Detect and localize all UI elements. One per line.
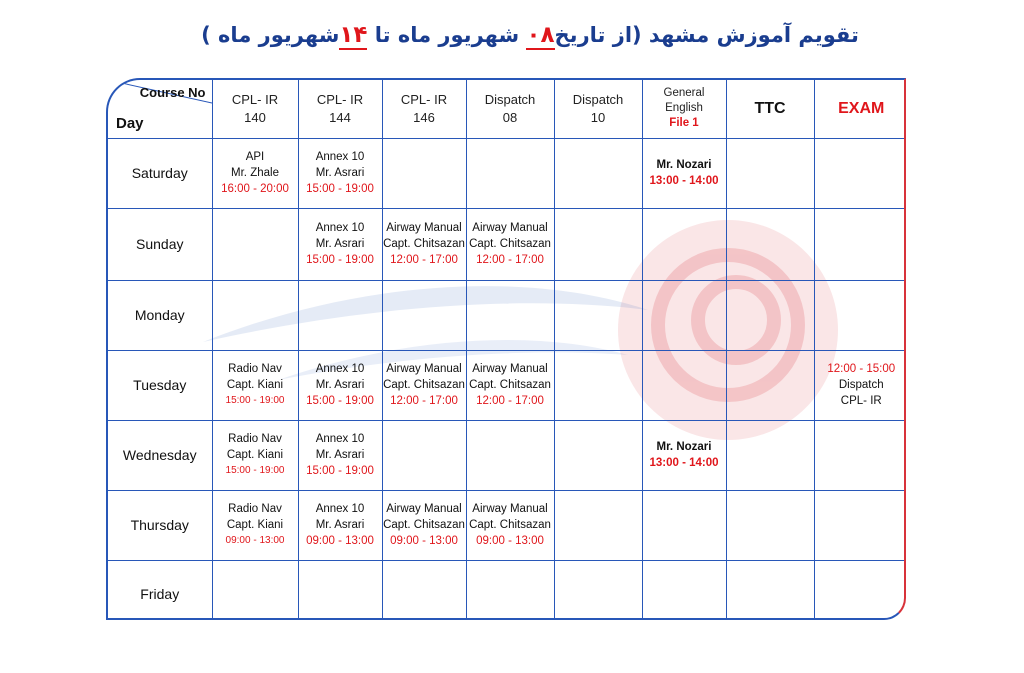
cell-thu-cpl140: Radio Nav Capt. Kiani 09:00 - 13:00 — [212, 490, 298, 560]
cell-empty — [554, 280, 642, 350]
col-header-cpl-140: CPL- IR 140 — [212, 80, 298, 138]
cell-empty — [642, 280, 726, 350]
cell-tue-exam: 12:00 - 15:00 Dispatch CPL- IR — [814, 350, 906, 420]
cell-empty — [642, 490, 726, 560]
day-label: Day — [116, 114, 144, 132]
cell-thu-cpl144: Annex 10 Mr. Asrari 09:00 - 13:00 — [298, 490, 382, 560]
day-friday: Friday — [108, 560, 212, 620]
row-monday — [108, 280, 906, 350]
cell-thu-cpl146: Airway Manual Capt. Chitsazan 09:00 - 13:00 — [382, 490, 466, 560]
schedule-table — [108, 80, 906, 620]
cell-empty — [212, 560, 298, 620]
cell-sun-cpl144: Annex 10 Mr. Asrari 15:00 - 19:00 — [298, 208, 382, 280]
col-header-dispatch-10: Dispatch 10 — [554, 80, 642, 138]
cell-tue-cpl146: Airway Manual Capt. Chitsazan 12:00 - 17:00 — [382, 350, 466, 420]
day-thursday: Thursday — [108, 490, 212, 560]
cell-tue-cpl144: Annex 10 Mr. Asrari 15:00 - 19:00 — [298, 350, 382, 420]
cell-empty — [212, 280, 298, 350]
col-header-cpl-144: CPL- IR 144 — [298, 80, 382, 138]
cell-wed-cpl144: Annex 10 Mr. Asrari 15:00 - 19:00 — [298, 420, 382, 490]
row-tuesday — [108, 350, 906, 420]
cell-empty — [554, 208, 642, 280]
cell-wed-english: Mr. Nozari 13:00 - 14:00 — [642, 420, 726, 490]
day-tuesday: Tuesday — [108, 350, 212, 420]
cell-empty — [466, 420, 554, 490]
cell-empty — [554, 138, 642, 208]
cell-empty — [212, 208, 298, 280]
col-header-cpl-146: CPL- IR 146 — [382, 80, 466, 138]
cell-empty — [814, 280, 906, 350]
cell-empty — [726, 208, 814, 280]
cell-empty — [814, 420, 906, 490]
cell-empty — [726, 420, 814, 490]
cell-empty — [466, 138, 554, 208]
col-header-dispatch-08: Dispatch 08 — [466, 80, 554, 138]
cell-sun-dispatch08: Airway Manual Capt. Chitsazan 12:00 - 17:00 — [466, 208, 554, 280]
cell-empty — [814, 560, 906, 620]
cell-empty — [554, 560, 642, 620]
cell-empty — [298, 560, 382, 620]
cell-empty — [382, 280, 466, 350]
cell-empty — [466, 560, 554, 620]
col-header-exam: EXAM — [814, 80, 906, 138]
row-thursday — [108, 490, 906, 560]
schedule-frame — [106, 78, 906, 620]
cell-empty — [726, 560, 814, 620]
cell-tue-cpl140: Radio Nav Capt. Kiani 15:00 - 19:00 — [212, 350, 298, 420]
row-saturday — [108, 138, 906, 208]
cell-empty — [382, 138, 466, 208]
row-friday — [108, 560, 906, 620]
cell-empty — [642, 350, 726, 420]
cell-empty — [726, 138, 814, 208]
cell-sat-cpl144: Annex 10 Mr. Asrari 15:00 - 19:00 — [298, 138, 382, 208]
corner-header — [108, 80, 212, 138]
day-sunday: Sunday — [108, 208, 212, 280]
cell-empty — [382, 560, 466, 620]
day-wednesday: Wednesday — [108, 420, 212, 490]
cell-empty — [814, 490, 906, 560]
cell-thu-dispatch08: Airway Manual Capt. Chitsazan 09:00 - 13:00 — [466, 490, 554, 560]
cell-empty — [814, 138, 906, 208]
page-title: تقویم آموزش مشهد (از تاریخ۰۸ شهریور ماه تا ۱۴شهریور ماه ) — [201, 22, 859, 48]
row-wednesday — [108, 420, 906, 490]
cell-empty — [298, 280, 382, 350]
cell-empty — [554, 420, 642, 490]
day-saturday: Saturday — [108, 138, 212, 208]
cell-empty — [554, 490, 642, 560]
header-row — [108, 80, 906, 138]
col-header-ttc: TTC — [726, 80, 814, 138]
course-no-label: Course No — [139, 85, 206, 100]
cell-sun-cpl146: Airway Manual Capt. Chitsazan 12:00 - 17:00 — [382, 208, 466, 280]
cell-empty — [726, 490, 814, 560]
row-sunday — [108, 208, 906, 280]
cell-empty — [382, 420, 466, 490]
day-monday: Monday — [108, 280, 212, 350]
col-header-general-english: General English File 1 — [642, 80, 726, 138]
cell-empty — [814, 208, 906, 280]
cell-sat-cpl140: API Mr. Zhale 16:00 - 20:00 — [212, 138, 298, 208]
cell-empty — [466, 280, 554, 350]
cell-empty — [642, 560, 726, 620]
cell-sat-english: Mr. Nozari 13:00 - 14:00 — [642, 138, 726, 208]
cell-empty — [554, 350, 642, 420]
cell-empty — [642, 208, 726, 280]
cell-empty — [726, 350, 814, 420]
cell-wed-cpl140: Radio Nav Capt. Kiani 15:00 - 19:00 — [212, 420, 298, 490]
cell-empty — [726, 280, 814, 350]
cell-tue-dispatch08: Airway Manual Capt. Chitsazan 12:00 - 17:00 — [466, 350, 554, 420]
